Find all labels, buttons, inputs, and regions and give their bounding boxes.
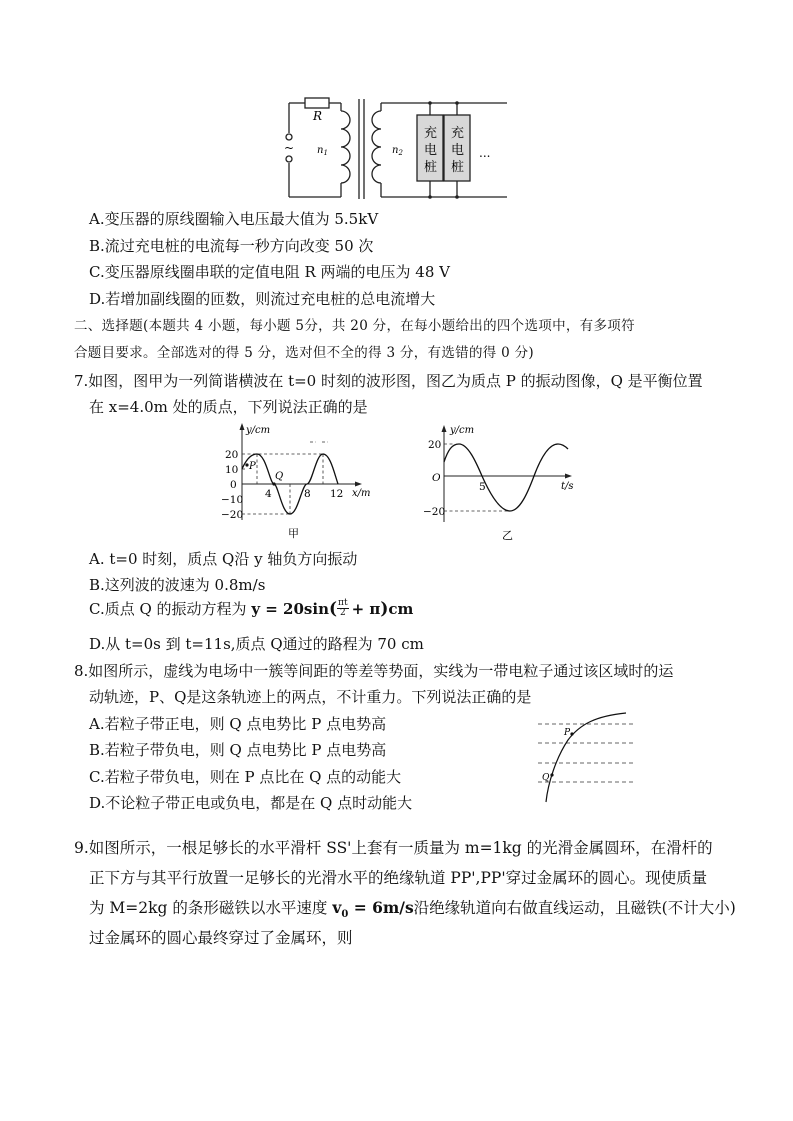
- q7-option-a: A. t=0 时刻，质点 Q沿 y 轴负方向振动: [89, 550, 358, 568]
- q8-stem-line2: 动轨迹，P、Q是这条轨迹上的两点，不计重力。下列说法正确的是: [89, 688, 532, 706]
- svg-text:t/s: t/s: [561, 481, 574, 492]
- section2-header-line1: 二、选择题(本题共 4 小题，每小题 5分，共 20 分，在每小题给出的四个选项中，有多项符: [74, 318, 635, 334]
- q9-line4: 过金属环的圆心最终穿过了金属环，则: [89, 929, 353, 947]
- svg-text:4: 4: [265, 488, 272, 500]
- svg-text:−20: −20: [221, 509, 244, 521]
- svg-text:充: 充: [451, 126, 465, 141]
- svg-text:20: 20: [428, 439, 442, 451]
- svg-text:y/cm: y/cm: [450, 425, 475, 436]
- q6-option-a: A.变压器的原线圈输入电压最大值为 5.5kV: [89, 210, 379, 228]
- svg-text:8: 8: [304, 488, 311, 500]
- svg-text:甲: 甲: [288, 527, 299, 540]
- svg-text:−20: −20: [423, 506, 446, 518]
- svg-text:x/m: x/m: [352, 488, 371, 499]
- q7-stem-line1: 7.如图，图甲为一列简谐横波在 t=0 时刻的波形图，图乙为质点 P 的振动图像，Q 是平衡位置: [74, 372, 703, 390]
- svg-text:电: 电: [424, 143, 438, 158]
- q7-option-d: D.从 t=0s 到 t=11s,质点 Q通过的路程为 70 cm: [89, 635, 424, 653]
- svg-text:0: 0: [230, 479, 237, 491]
- n2-label: $n_2$: [392, 145, 403, 157]
- q8-option-c: C.若粒子带负电，则在 P 点比在 Q 点的动能大: [89, 768, 402, 786]
- q8-option-b: B.若粒子带负电，则 Q 点电势比 P 点电势高: [89, 741, 387, 759]
- wave-graph-jia: [218, 420, 378, 542]
- q8-stem-line1: 8.如图所示，虚线为电场中一簇等间距的等差等势面，实线为一带电粒子通过该区域时的运: [74, 662, 674, 680]
- q6-option-b: B.流过充电桩的电流每一秒方向改变 50 次: [89, 237, 374, 255]
- svg-text:桩: 桩: [424, 160, 438, 175]
- svg-text:Q: Q: [275, 471, 284, 482]
- q6-option-c: C.变压器原线圈串联的定值电阻 R 两端的电压为 48 V: [89, 263, 450, 281]
- more-piles-ellipsis: ...: [479, 146, 491, 160]
- q7-option-b: B.这列波的波速为 0.8m/s: [89, 576, 266, 594]
- q9-line1: 9.如图所示，一根足够长的水平滑杆 SS'上套有一质量为 m=1kg 的光滑金属圆环，在滑杆的: [74, 839, 713, 857]
- q7-option-c: C.质点 Q 的振动方程为 y = 20sin( $\frac{\pi t}{2}$ + π)cm: [89, 598, 414, 619]
- q6-option-d: D.若增加副线圈的匝数，则流过充电桩的总电流增大: [89, 290, 436, 308]
- svg-text:20: 20: [225, 449, 239, 461]
- q7-stem-line2: 在 x=4.0m 处的质点，下列说法正确的是: [89, 398, 368, 416]
- resistor-label: R: [313, 109, 323, 123]
- svg-text:桩: 桩: [451, 160, 465, 175]
- charging-pile-1: [424, 125, 437, 175]
- svg-text:−10: −10: [221, 494, 244, 506]
- svg-text:5: 5: [479, 481, 486, 493]
- svg-text:y/cm: y/cm: [246, 425, 271, 436]
- svg-text:P: P: [249, 461, 256, 472]
- svg-text:12: 12: [330, 488, 344, 500]
- q8-option-a: A.若粒子带正电，则 Q 点电势比 P 点电势高: [89, 715, 387, 733]
- charging-pile-2: [451, 125, 464, 175]
- section2-header-line2: 合题目要求。全部选对的得 5 分，选对但不全的得 3 分，有选错的得 0 分): [74, 345, 534, 361]
- n1-label: $n_1$: [317, 145, 328, 157]
- svg-text:电: 电: [451, 143, 465, 158]
- q8-option-d: D.不论粒子带正电或负电，都是在 Q 点时动能大: [89, 794, 413, 812]
- equipotential-trajectory-diagram: [534, 708, 644, 806]
- svg-text:O: O: [432, 472, 441, 484]
- svg-text:10: 10: [225, 464, 239, 476]
- svg-text:乙: 乙: [502, 529, 513, 542]
- ac-source-symbol: ~: [284, 141, 295, 155]
- q9-line3: 为 M=2kg 的条形磁铁以水平速度 $v_0 = 6m/s$沿绝缘轨道向右做直线运动，且磁铁(不计大小): [89, 898, 736, 921]
- transformer-circuit-diagram: [275, 93, 520, 203]
- svg-text:充: 充: [424, 126, 438, 141]
- q9-line2: 正下方与其平行放置一足够长的光滑水平的绝缘轨道 PP',PP'穿过金属环的圆心。现使质量: [89, 869, 708, 887]
- svg-text:P: P: [564, 728, 571, 738]
- svg-text:Q: Q: [542, 773, 550, 783]
- vibration-graph-yi: [420, 422, 590, 544]
